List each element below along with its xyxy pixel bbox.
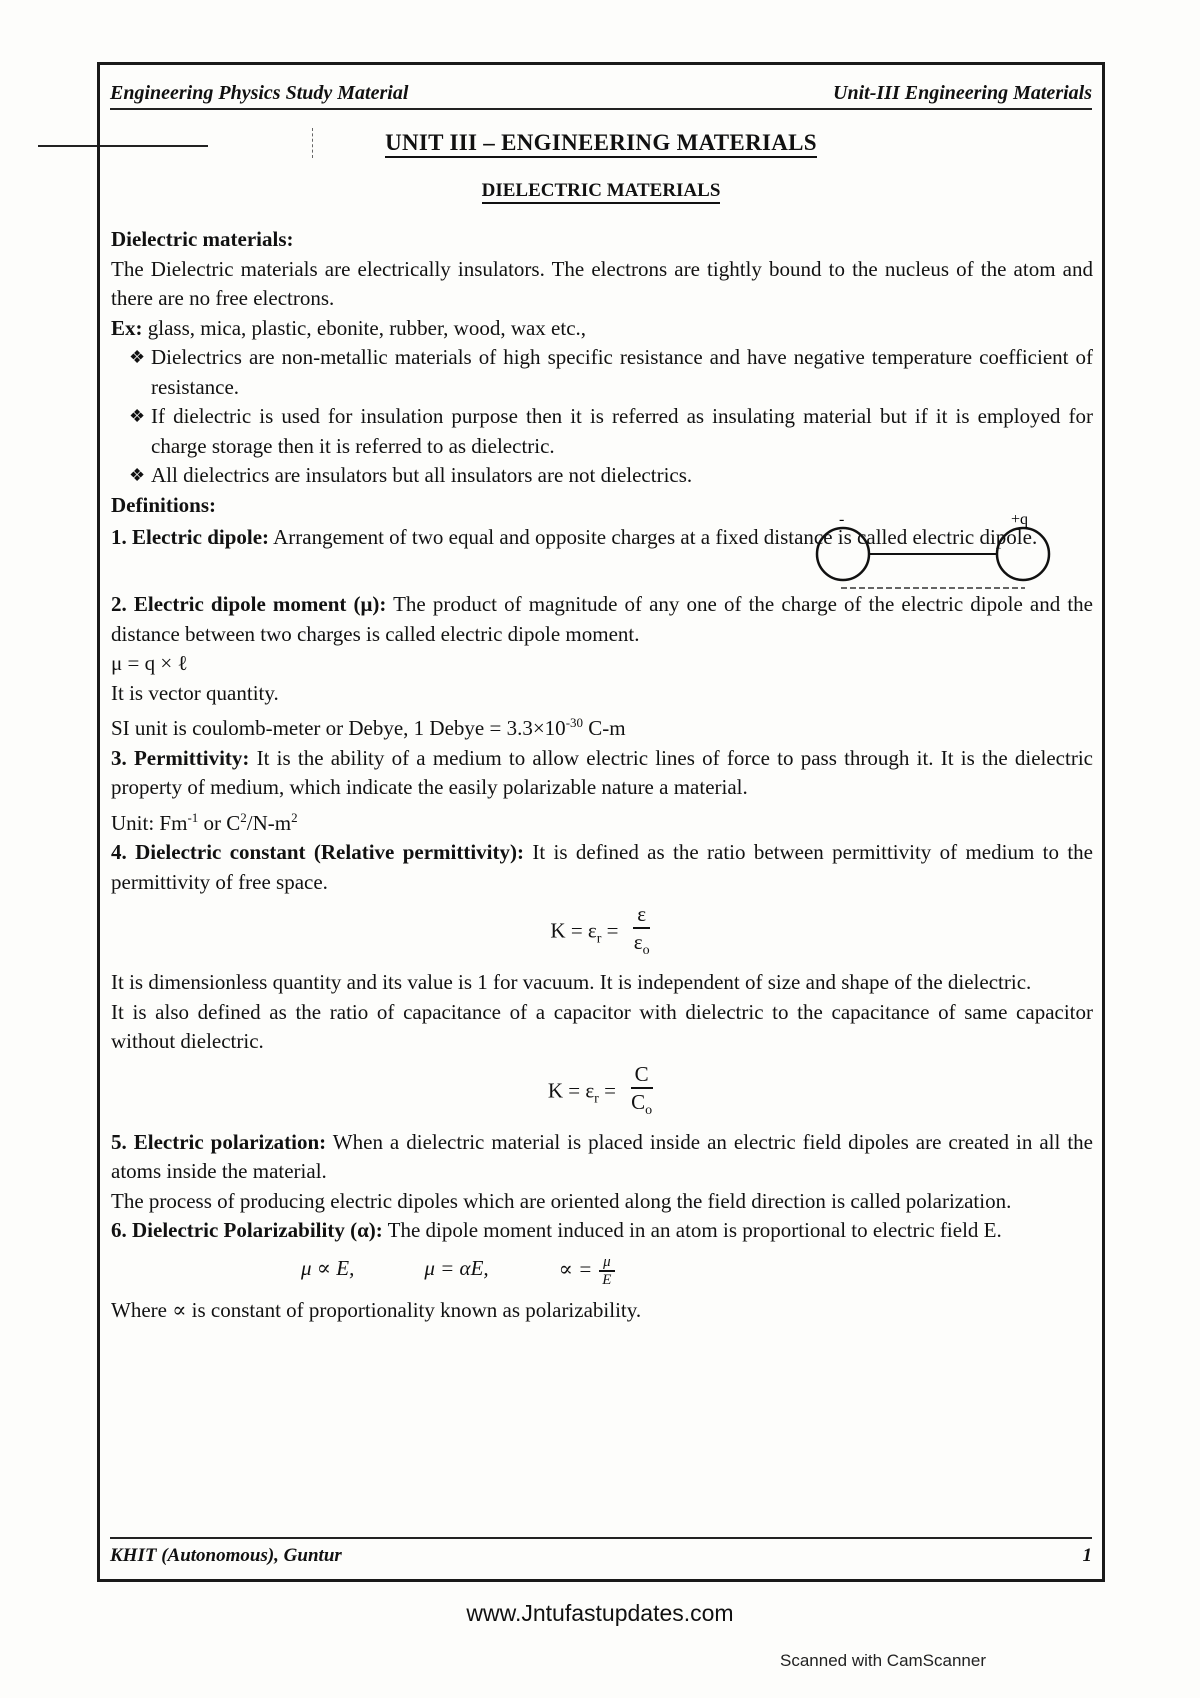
denominator-sub: o [642, 943, 650, 959]
definition-3 [111, 744, 1093, 803]
unit-title-text: UNIT III – ENGINEERING MATERIALS [385, 130, 817, 158]
capacitance-ratio-paragraph: It is also defined as the ratio of capacitance of a capacitor with dielectric to the capacitance of same capacitor without dielectric. [111, 999, 1093, 1054]
alpha-formula: μ = αE, [424, 1255, 489, 1280]
definitions-heading: Definitions: [111, 492, 216, 517]
fraction [627, 1061, 656, 1124]
main-content [111, 225, 1093, 1325]
si-unit-suffix: C-m [583, 716, 626, 740]
fraction-numerator: C [631, 1061, 653, 1089]
unit-exp: 2 [291, 809, 298, 825]
definition-6-label: 6. Dielectric Polarizability (α): [111, 1218, 383, 1243]
definition-6-body: The dipole moment induced in an atom is proportional to electric field E. [382, 1218, 1002, 1243]
fraction-numerator: μ [599, 1254, 615, 1272]
permittivity-unit [111, 803, 1093, 839]
scanner-watermark: Scanned with CamScanner [780, 1651, 987, 1670]
positive-charge-label: +q [1011, 514, 1029, 528]
intro-bullets [111, 343, 1093, 491]
formula-lhs: ∝ = [558, 1256, 593, 1281]
si-unit-text: SI unit is coulomb-meter or Debye, 1 Debye = 3.3×10 [111, 716, 566, 740]
diamond-bullet-icon: ❖ [129, 406, 146, 426]
unit-part: Unit: Fm [111, 810, 188, 835]
definition-5 [111, 1128, 1093, 1187]
positive-charge-circle [997, 528, 1049, 580]
footer-institution: KHIT (Autonomous), Guntur [110, 1545, 342, 1566]
denominator-sub: o [645, 1102, 653, 1118]
formula-eq: = [601, 918, 619, 943]
definition-2-label: 2. Electric dipole moment (μ): [111, 592, 387, 616]
negative-charge-circle [817, 528, 869, 580]
definition-2 [111, 590, 1093, 649]
fraction-denominator: E [602, 1271, 612, 1288]
si-unit-exponent: -30 [565, 715, 584, 730]
polarizability-formulas [111, 1254, 1093, 1288]
formula-sub: r [596, 931, 602, 947]
definition-2-body: The product of magnitude of any one of the charge of the electric dipole and the distance between two charges is called electric dipole moment. [111, 592, 1093, 646]
definition-5-body: When a dielectric material is placed inside an electric field dipoles are created in all the atoms inside the material. [111, 1129, 1093, 1184]
dielectric-constant-formula-1 [111, 901, 1093, 964]
denominator-symbol: ε [633, 930, 643, 954]
formula-sub: r [594, 1091, 599, 1107]
bullet-text: Dielectrics are non-metallic materials of high specific resistance and have negative temperature coefficient of resistance. [151, 345, 1093, 399]
page-footer [110, 1537, 1092, 1567]
negative-charge-label: - [839, 514, 845, 528]
unit-exp: -1 [187, 809, 199, 825]
examples-text: glass, mica, plastic, ebonite, rubber, wood, wax etc., [142, 315, 587, 340]
fraction [630, 901, 654, 964]
page-number: 1 [1082, 1545, 1092, 1566]
vector-quantity-line: It is vector quantity. [111, 680, 279, 705]
fraction [598, 1254, 615, 1288]
definition-1-body: Arrangement of two equal and opposite charges at a fixed distance is called electric dipole. [269, 525, 1038, 549]
header-right: Unit-III Engineering Materials [833, 82, 1092, 104]
intro-heading: Dielectric materials: [111, 227, 294, 251]
unit-part: or C [198, 810, 241, 835]
examples-line [111, 314, 1093, 344]
fraction-denominator [630, 929, 654, 964]
list-item [129, 461, 1093, 491]
formula-lhs: K = ε [547, 1078, 595, 1103]
section-title-text: DIELECTRIC MATERIALS [482, 180, 721, 204]
header-left: Engineering Physics Study Material [110, 82, 409, 104]
page-frame [97, 62, 1105, 1582]
denominator-symbol: C [631, 1089, 646, 1114]
unit-exp: 2 [240, 809, 247, 825]
fraction-numerator: ε [633, 901, 650, 929]
intro-paragraph: The Dielectric materials are electrically insulators. The electrons are tightly bound to the nucleus of the atom and there are no free electrons. [111, 256, 1093, 310]
definition-4-label: 4. Dielectric constant (Relative permittivity): [111, 840, 524, 864]
definition-3-label: 3. Permittivity: [111, 745, 250, 770]
definition-5-label: 5. Electric polarization: [111, 1129, 327, 1154]
bullet-text: All dielectrics are insulators but all insulators are not dielectrics. [151, 463, 693, 487]
polarization-paragraph: The process of producing electric dipoles which are oriented along the field direction is called polarization. [111, 1188, 1012, 1213]
definition-4-body: It is defined as the ratio between permittivity of medium to the permittivity of free space. [111, 840, 1093, 894]
si-unit-line [111, 708, 1093, 744]
formula-lhs: K = ε [550, 918, 597, 943]
unit-part: /N-m [246, 810, 292, 835]
bullet-text: If dielectric is used for insulation purpose then it is referred as insulating material but if it is employed for charge storage then it is referred to as dielectric. [151, 404, 1093, 458]
definition-1-label: 1. Electric dipole: [111, 525, 270, 549]
diamond-bullet-icon: ❖ [129, 347, 146, 367]
definition-6 [111, 1216, 1093, 1246]
definition-3-body: It is the ability of a medium to allow electric lines of force to pass through it. It is the dielectric property of medium, which indicate the easily polarizable nature a material. [111, 745, 1093, 799]
dipole-diagram [811, 514, 1061, 594]
dimensionless-paragraph: It is dimensionless quantity and its value is 1 for vacuum. It is independent of size and shape of the dielectric. [111, 970, 1032, 995]
definition-4 [111, 838, 1093, 897]
website-watermark: www.Jntufastupdates.com [466, 1600, 734, 1626]
list-item [129, 343, 1093, 402]
formula-eq: = [598, 1078, 616, 1103]
diamond-bullet-icon: ❖ [129, 465, 146, 485]
unit-title [100, 130, 1102, 156]
alpha-ratio-formula [559, 1254, 616, 1288]
where-line: Where ∝ is constant of proportionality known as polarizability. [111, 1297, 642, 1322]
examples-label: Ex: [111, 315, 143, 340]
dielectric-constant-formula-2 [111, 1061, 1093, 1124]
dipole-moment-formula: μ = q × ℓ [111, 651, 188, 675]
page-header [110, 71, 1092, 110]
list-item [129, 402, 1093, 461]
section-title [100, 180, 1102, 202]
fraction-denominator [627, 1089, 656, 1124]
proportional-formula: μ ∝ E, [301, 1255, 355, 1280]
